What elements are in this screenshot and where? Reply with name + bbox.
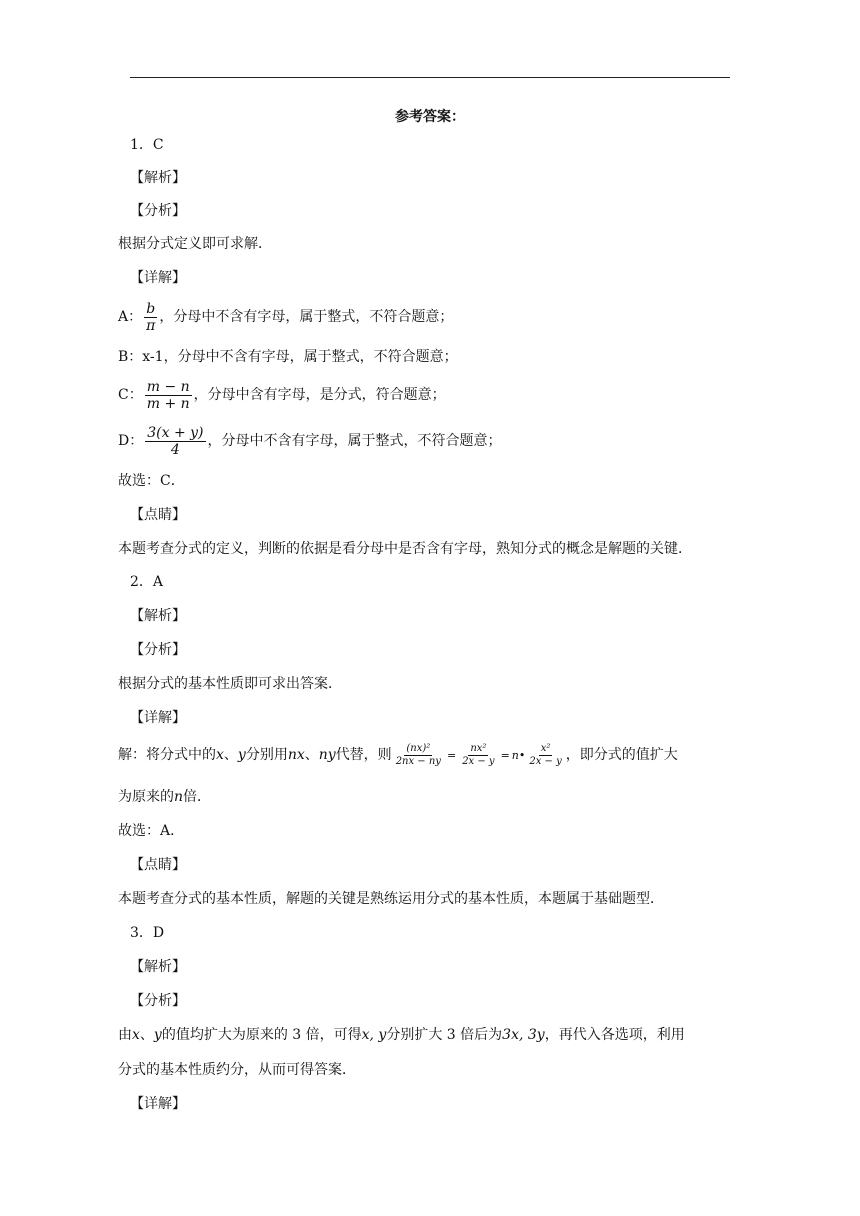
- q2-analysis: 根据分式的基本性质即可求出答案．: [118, 676, 342, 692]
- q2-solution-line2: [118, 787, 211, 807]
- q1-a-label: A：: [118, 309, 143, 325]
- q3-an-text-1: 由: [118, 1027, 132, 1043]
- q1-c-label: C：: [118, 387, 143, 403]
- q1-option-b: B：x-1，分母中不含有字母，属于整式，不符合题意；: [118, 349, 458, 365]
- fraction-denominator: π: [146, 317, 156, 334]
- q1-c-text: ，分母中含有字母，是分式，符合题意；: [193, 387, 446, 403]
- q1-d-label: D：: [118, 433, 144, 449]
- equals-sign: =: [500, 749, 510, 762]
- fraction-numerator: m − n: [146, 378, 190, 395]
- q2-fenxi-label: 【分析】: [130, 642, 186, 658]
- q1-jiexi-label: 【解析】: [130, 170, 186, 186]
- q2-jiexi-label: 【解析】: [130, 608, 186, 624]
- q2-fraction-2: [460, 743, 496, 768]
- var-x: x: [216, 747, 224, 763]
- q3-an-text-4: ，再代入各选项，利用: [544, 1027, 685, 1043]
- q3-an-text-2: 的值均扩大为原来的 3 倍，可得: [161, 1027, 362, 1043]
- q1-d-text: ，分母中不含有字母，属于整式，不符合题意；: [207, 433, 502, 449]
- q2-sol-text-2: 分别用: [245, 747, 288, 763]
- page-title: 参考答案：: [395, 109, 465, 125]
- q2-comment: 本题考查分式的基本性质，解题的关键是熟练运用分式的基本性质，本题属于基础题型．: [118, 891, 664, 907]
- q3-head: 3．D: [130, 925, 165, 941]
- q2-sol-text-6: 倍．: [183, 789, 212, 805]
- fraction-numerator: nx²: [470, 742, 487, 754]
- var-n: n: [174, 789, 184, 805]
- var-n-dot: n•: [511, 749, 526, 762]
- q2-head: 2．A: [130, 574, 164, 590]
- fraction-denominator: m + n: [146, 395, 190, 412]
- q2-sol-text-5: 为原来的: [118, 789, 174, 805]
- q3-xiangjie-label: 【详解】: [130, 1096, 186, 1112]
- q2-fraction-3: [527, 743, 563, 768]
- q1-dianjing-label: 【点睛】: [130, 507, 186, 523]
- var-ny: ny: [318, 747, 336, 763]
- q2-solution-line1: [118, 738, 678, 773]
- q1-choice: 故选：C．: [118, 473, 185, 489]
- q2-choice: 故选：A．: [118, 823, 185, 839]
- q2-fraction-1: [394, 743, 443, 768]
- fraction-denominator: 2x − y: [462, 755, 495, 767]
- separator: 、: [304, 747, 319, 763]
- var-y: y: [153, 1027, 162, 1043]
- q2-xiangjie-label: 【详解】: [130, 710, 186, 726]
- fraction-denominator: 2nx − ny: [395, 755, 441, 767]
- q2-dianjing-label: 【点睛】: [130, 857, 186, 873]
- q3-an-text-3: 分别扩大 3 倍后为: [386, 1027, 503, 1043]
- separator: 、: [139, 1027, 154, 1043]
- q2-sol-text-4: ，即分式的值扩大: [565, 747, 678, 763]
- equals-sign: =: [446, 749, 457, 762]
- fraction-numerator: 3(x + y): [147, 424, 204, 441]
- q3-jiexi-label: 【解析】: [130, 959, 186, 975]
- fraction-numerator: (nx)²: [406, 742, 431, 754]
- q3-analysis-line2: 分式的基本性质约分，从而可得答案．: [118, 1062, 356, 1078]
- q2-sol-text-1: 解：将分式中的: [118, 747, 216, 763]
- q3-fenxi-label: 【分析】: [130, 993, 186, 1009]
- var-x-y: x, y: [361, 1027, 387, 1043]
- q1-comment: 本题考查分式的定义，判断的依据是看分母中是否含有字母，熟知分式的概念是解题的关键．: [118, 541, 692, 557]
- var-nx: nx: [287, 747, 305, 763]
- q1-option-a: [118, 300, 453, 334]
- q1-a-text: ，分母中不含有字母，属于整式，不符合题意；: [159, 309, 454, 325]
- q1-analysis: 根据分式定义即可求解．: [118, 236, 272, 252]
- separator: 、: [223, 747, 238, 763]
- var-y: y: [237, 747, 246, 763]
- header-rule: [130, 77, 730, 78]
- q1-xiangjie-label: 【详解】: [130, 270, 186, 286]
- fraction-numerator: b: [146, 300, 156, 317]
- q1-d-fraction: [145, 425, 205, 458]
- fraction-denominator: 2x − y: [529, 755, 562, 767]
- var-3x-3y: 3x, 3y: [502, 1027, 545, 1043]
- q1-option-c: [118, 378, 446, 412]
- fraction-numerator: x²: [540, 742, 551, 754]
- q3-analysis-line1: [118, 1025, 685, 1045]
- q1-head: 1．C: [130, 137, 164, 153]
- q2-sol-text-3: 代替，则: [335, 747, 392, 763]
- var-x: x: [132, 1027, 140, 1043]
- q1-c-fraction: [145, 379, 192, 412]
- q1-a-fraction: [144, 301, 157, 334]
- q1-fenxi-label: 【分析】: [130, 203, 186, 219]
- fraction-denominator: 4: [170, 441, 180, 458]
- q1-option-d: [118, 423, 502, 459]
